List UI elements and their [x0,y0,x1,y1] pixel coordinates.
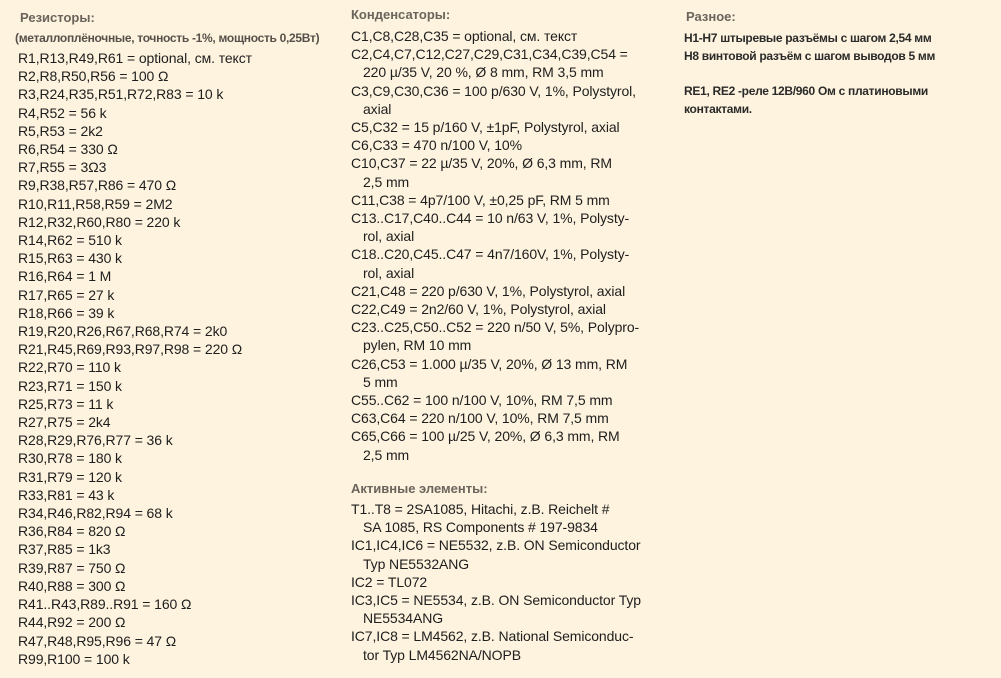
capacitor-item-text: C3,C9,C30,C36 = 100 p/630 V, 1%, Polystyrol, [351,82,636,99]
resistor-item: R4,R52 = 56 k [18,104,107,121]
resistor-item: R7,R55 = 3Ω3 [18,159,107,176]
capacitor-item-text: C65,C66 = 100 µ/25 V, 20%, Ø 6,3 mm, RM [351,428,620,445]
active-element-item-continuation: NE5534ANG [363,610,444,627]
capacitor-item-text: C2,C4,C7,C12,C27,C29,C31,C34,C39,C54 = [351,46,628,63]
resistor-item: R18,R66 = 39 k [18,304,115,321]
resistor-item: R14,R62 = 510 k [18,232,122,249]
resistor-item: R36,R84 = 820 Ω [18,523,126,540]
resistor-item: R27,R75 = 2k4 [18,414,111,431]
capacitor-item-text: C10,C37 = 22 µ/35 V, 20%, Ø 6,3 mm, RM [351,155,612,172]
resistor-item: R47,R48,R95,R96 = 47 Ω [18,632,177,649]
capacitor-item [351,209,639,245]
active-element-item-continuation: tor Typ LM4562NA/NOPB [363,646,521,663]
capacitor-item-continuation: pylen, RM 10 mm [363,337,472,354]
capacitor-item-text: C23..C25,C50..C52 = 220 n/50 V, 5%, Polypro- [351,319,640,336]
resistor-item: R1,R13,R49,R61 = optional, см. текст [18,50,252,66]
active-element-item-text: T1..T8 = 2SA1085, Hitachi, z.B. Reichelt # [351,501,610,517]
capacitors-title: Конденсаторы: [351,7,451,22]
capacitor-item [351,45,639,81]
capacitor-item [351,154,639,190]
resistor-item: R9,R38,R57,R86 = 470 Ω [18,177,177,194]
resistor-item: R21,R45,R69,R93,R97,R98 = 220 Ω [18,341,243,358]
capacitor-item [351,27,639,45]
resistor-item: R6,R54 = 330 Ω [18,141,118,158]
capacitor-item-text: C5,C32 = 15 p/160 V, ±1pF, Polystyrol, axial [351,119,620,136]
capacitor-item [351,136,639,154]
resistor-item: R30,R78 = 180 k [18,450,122,467]
active-element-item [351,536,641,572]
capacitor-item-text: C11,C38 = 4p7/100 V, ±0,25 pF, RM 5 mm [351,191,610,208]
active-element-item-text: IC3,IC5 = NE5534, z.B. ON Semiconductor Typ [351,592,641,609]
capacitor-item-continuation: rol, axial [363,264,415,281]
capacitor-item [351,355,639,391]
capacitor-item [351,282,639,300]
capacitor-item-text: C6,C33 = 470 n/100 V, 10% [351,137,522,154]
capacitor-item-text: C1,C8,C28,C35 = optional, см. текст [351,28,578,44]
resistor-item: R12,R32,R60,R80 = 220 k [18,213,181,230]
resistor-item: R28,R29,R76,R77 = 36 k [18,432,173,449]
misc-block-relays [684,82,928,118]
resistor-item: R5,R53 = 2k2 [18,122,103,139]
resistor-item: R25,R73 = 11 k [18,395,114,412]
resistor-item: R40,R88 = 300 Ω [18,577,126,594]
capacitor-item-text: C13..C17,C40..C44 = 10 n/63 V, 1%, Polysty- [351,210,630,227]
active-element-item [351,591,641,627]
capacitor-item [351,427,639,463]
capacitor-item [351,118,639,136]
capacitor-list [351,27,639,464]
capacitor-item-text: C63,C64 = 220 n/100 V, 10%, RM 7,5 mm [351,410,609,427]
capacitor-item-text: C26,C53 = 1.000 µ/35 V, 20%, Ø 13 mm, RM [351,355,628,372]
capacitor-item [351,191,639,209]
capacitor-item-continuation: 5 mm [363,373,398,390]
capacitor-item-text: C18..C20,C45..C47 = 4n7/160V, 1%, Polysty- [351,246,630,263]
misc-title: Разное: [686,9,736,24]
capacitor-item-text: C21,C48 = 220 p/630 V, 1%, Polystyrol, axial [351,282,626,299]
resistor-item: R33,R81 = 43 k [18,486,115,503]
resistor-item: R34,R46,R82,R94 = 68 k [18,505,173,522]
resistor-item: R22,R70 = 110 k [18,359,121,376]
resistor-item: R15,R63 = 430 k [18,250,122,267]
active-element-item [351,500,641,536]
capacitor-item-continuation: 2,5 mm [363,173,410,190]
resistor-item: R37,R85 = 1k3 [18,541,111,558]
resistor-item: R31,R79 = 120 k [18,468,122,485]
active-title: Активные элементы: [351,481,488,496]
active-element-item-text: IC1,IC4,IC6 = NE5532, z.B. ON Semiconductor [351,537,641,554]
misc-line: RE1, RE2 -реле 12В/960 Ом с платиновыми [684,84,928,98]
capacitor-item-continuation: 220 µ/35 V, 20 %, Ø 8 mm, RM 3,5 mm [363,64,604,81]
active-element-item-continuation: SA 1085, RS Components # 197-9834 [363,519,598,536]
resistor-item: R41..R43,R89..R91 = 160 Ω [18,596,192,613]
resistor-list [18,49,252,668]
resistors-subtitle: (металлоплёночные, точность -1%, мощность 0,25Вт) [15,31,320,45]
misc-block-connectors [684,29,935,65]
capacitor-item [351,82,639,118]
resistor-item: R44,R92 = 200 Ω [18,614,126,631]
capacitor-item-continuation: axial [363,100,392,117]
capacitor-item [351,245,639,281]
misc-line: H1-H7 штыревые разъёмы с шагом 2,54 мм [684,31,932,45]
capacitor-item [351,391,639,409]
resistor-item: R2,R8,R50,R56 = 100 Ω [18,68,169,85]
active-element-item [351,573,641,591]
resistor-item: R17,R65 = 27 k [18,286,115,303]
resistor-item: R3,R24,R35,R51,R72,R83 = 10 k [18,86,224,103]
active-element-item-text: IC7,IC8 = LM4562, z.B. National Semiconduc- [351,628,634,645]
misc-line: H8 винтовой разъём с шагом выводов 5 мм [684,49,936,63]
resistor-item: R23,R71 = 150 k [18,377,122,394]
resistor-item: R16,R64 = 1 M [18,268,112,285]
resistor-item: R19,R20,R26,R67,R68,R74 = 2k0 [18,323,228,340]
capacitor-item-text: C22,C49 = 2n2/60 V, 1%, Polystyrol, axial [351,301,606,318]
resistor-item: R10,R11,R58,R59 = 2M2 [18,195,173,212]
active-element-item-continuation: Typ NE5532ANG [363,555,470,572]
capacitor-item-continuation: 2,5 mm [363,446,410,463]
active-element-item [351,627,641,663]
capacitor-item [351,318,639,354]
active-element-item-text: IC2 = TL072 [351,573,428,590]
resistor-item: R99,R100 = 100 k [18,650,130,667]
misc-line: контактами. [684,102,752,116]
capacitor-item [351,300,639,318]
active-list [351,500,641,664]
capacitor-item-text: C55..C62 = 100 n/100 V, 10%, RM 7,5 mm [351,392,613,409]
resistor-item: R39,R87 = 750 Ω [18,559,126,576]
capacitor-item-continuation: rol, axial [363,228,415,245]
capacitor-item [351,409,639,427]
resistors-title: Резисторы: [20,10,95,25]
